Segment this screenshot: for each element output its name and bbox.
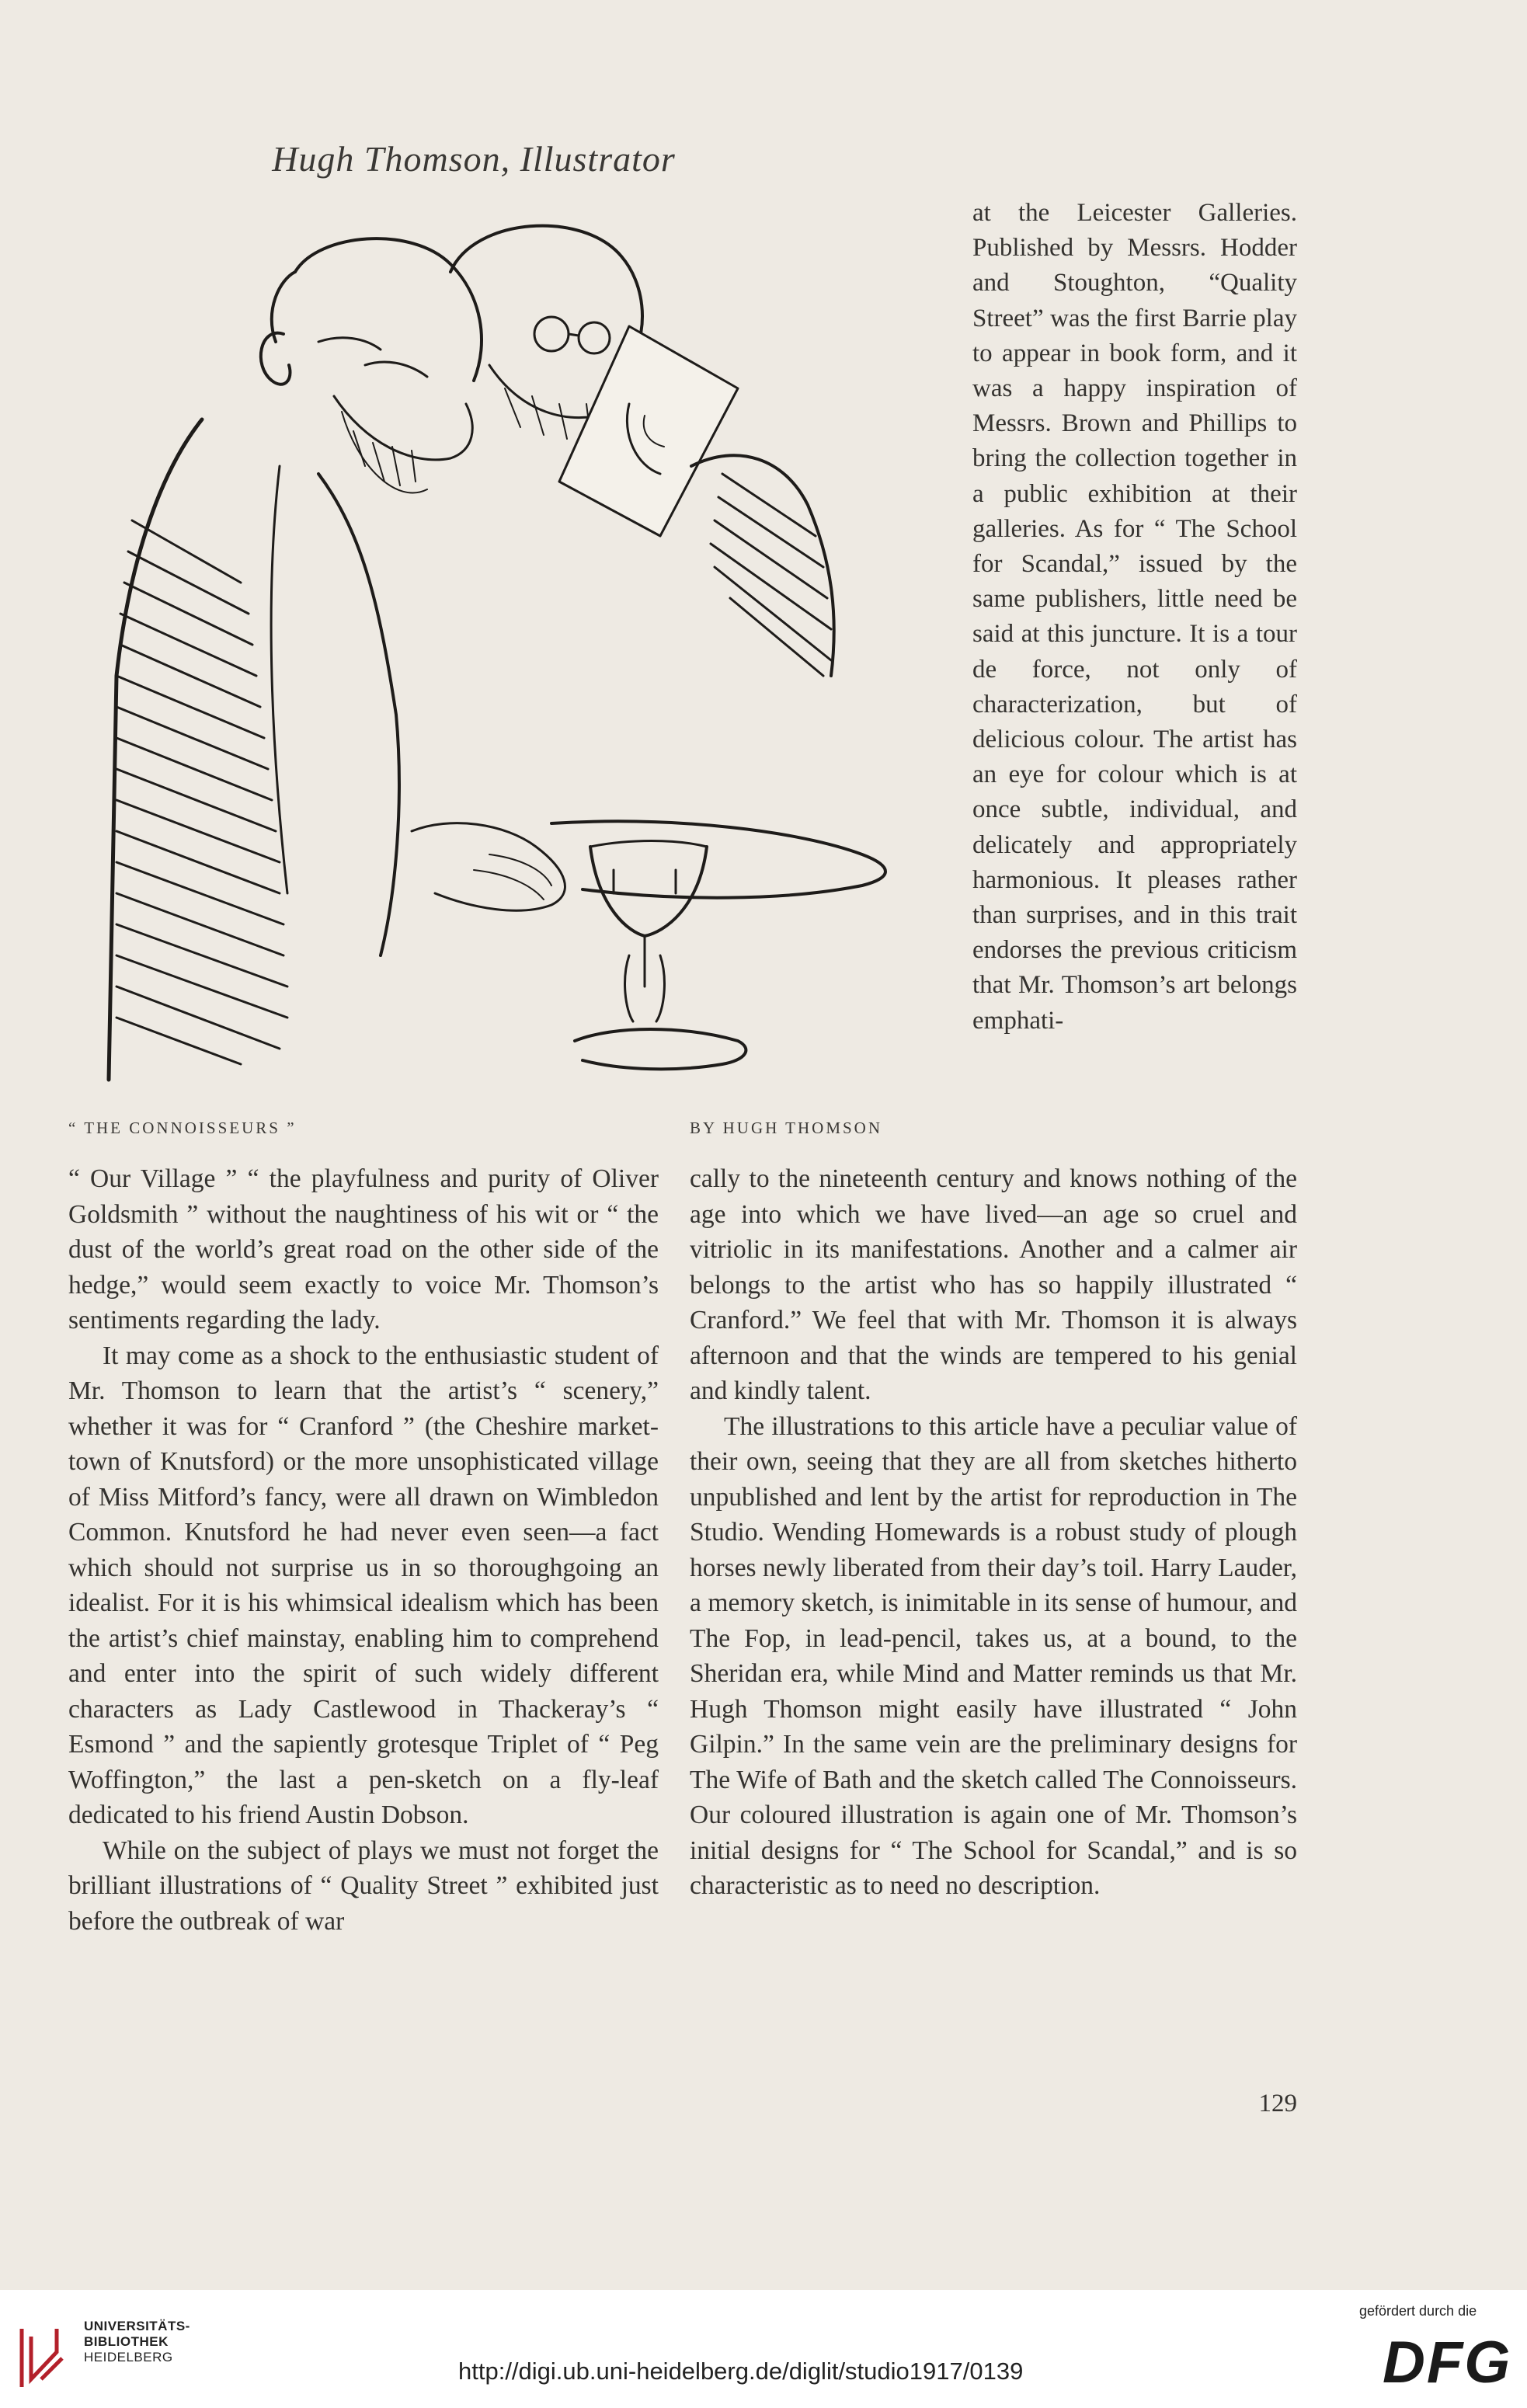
permalink-url[interactable]: http://digi.ub.uni-heidelberg.de/diglit/studio1917/0139 — [458, 2358, 1024, 2385]
text-column-right-bottom — [690, 1161, 1297, 1904]
paragraph: at the Leicester Galleries. Published by Messrs. Hodder and Stoughton, “Quality Street” was the first Barrie play to appear in book form, and it was a happy inspiration of Messrs. Brown and Phillips to bring the collection together in a public exhibition at their galleries. As for “ The School for Scandal,” issued by the same publishers, little need be said at this juncture. It is a tour de force, not only of characterization, but of delicious colour. The artist has an eye for colour which is at once subtle, individual, and delicately and appropriately harmonious. It pleases rather than surprises, and in this trait endorses the previous criticism that Mr. Thomson’s art belongs emphati- — [972, 199, 1297, 1035]
illustration-the-connoisseurs — [85, 210, 948, 1119]
digitization-footer — [0, 2290, 1527, 2408]
illustration-caption-title: “ THE CONNOISSEURS ” — [68, 1119, 297, 1137]
illustration-caption-credit: BY HUGH THOMSON — [690, 1119, 883, 1137]
paragraph: “ Our Village ” “ the playfulness and purity of Oliver Goldsmith ” without the naughtiness of his wit or “ the dust of the world’s great road on the other side of the hedge,” would seem exactly to voice Mr. Thomson’s sentiments regarding the lady. — [68, 1164, 659, 1334]
library-name-line: HEIDELBERG — [84, 2350, 173, 2365]
funding-note: gefördert durch die — [1359, 2303, 1477, 2319]
university-library-logo-icon — [14, 2321, 68, 2391]
dfg-logo: DFG — [1383, 2330, 1512, 2396]
text-column-left — [68, 1161, 659, 1939]
running-title: Hugh Thomson, Illustrator — [272, 139, 676, 179]
text-column-right-top — [972, 196, 1297, 1039]
paragraph: While on the subject of plays we must not forget the brilliant illustrations of “ Quality Street ” exhibited just before the outbreak of war — [68, 1836, 659, 1936]
library-name — [84, 2319, 190, 2365]
library-name-line: UNIVERSITÄTS- — [84, 2319, 190, 2333]
library-name-line: BIBLIOTHEK — [84, 2334, 169, 2349]
paragraph: cally to the nineteenth century and knows nothing of the age into which we have lived—an age so cruel and vitriolic in its manifestations. Another and a calmer air belongs to the artist who has so happily illustrated “ Cranford.” We feel that with Mr. Thomson it is always afternoon and that the winds are tempered to his genial and kindly talent. — [690, 1164, 1297, 1405]
paragraph: It may come as a shock to the enthusiastic student of Mr. Thomson to learn that the artist’s “ scenery,” whether it was for “ Cranford ” (the Cheshire market-town of Knutsford) or the more unsophisticated village of Miss Mitford’s fancy, were all drawn on Wimbledon Common. Knutsford he had never even seen—a fact which should not surprise us in so thoroughgoing an idealist. For it is his whimsical idealism which has been the artist’s chief mainstay, enabling him to comprehend and enter into the spirit of such widely different characters as Lady Castlewood in Thackeray’s “ Esmond ” and the sapiently grotesque Triplet of “ Peg Woffington,” the last a pen-sketch on a fly-leaf dedicated to his friend Austin Dobson. — [68, 1341, 659, 1829]
paragraph: The illustrations to this article have a peculiar value of their own, seeing that they are all from sketches hitherto unpublished and lent by the artist for reproduction in The Studio. Wending Homewards is a robust study of plough horses newly liberated from their day’s toil. Harry Lauder, a memory sketch, is inimitable in its sense of humour, and The Fop, in lead-pencil, takes us, at a bound, to the Sheridan era, while Mind and Matter reminds us that Mr. Hugh Thomson might easily have illustrated “ John Gilpin.” In the same vein are the preliminary designs for The Wife of Bath and the sketch called The Connoisseurs. Our coloured illustration is again one of Mr. Thomson’s initial designs for “ The School for Scandal,” and is so characteristic as to need no description. — [690, 1411, 1297, 1900]
page-number: 129 — [1258, 2090, 1297, 2117]
